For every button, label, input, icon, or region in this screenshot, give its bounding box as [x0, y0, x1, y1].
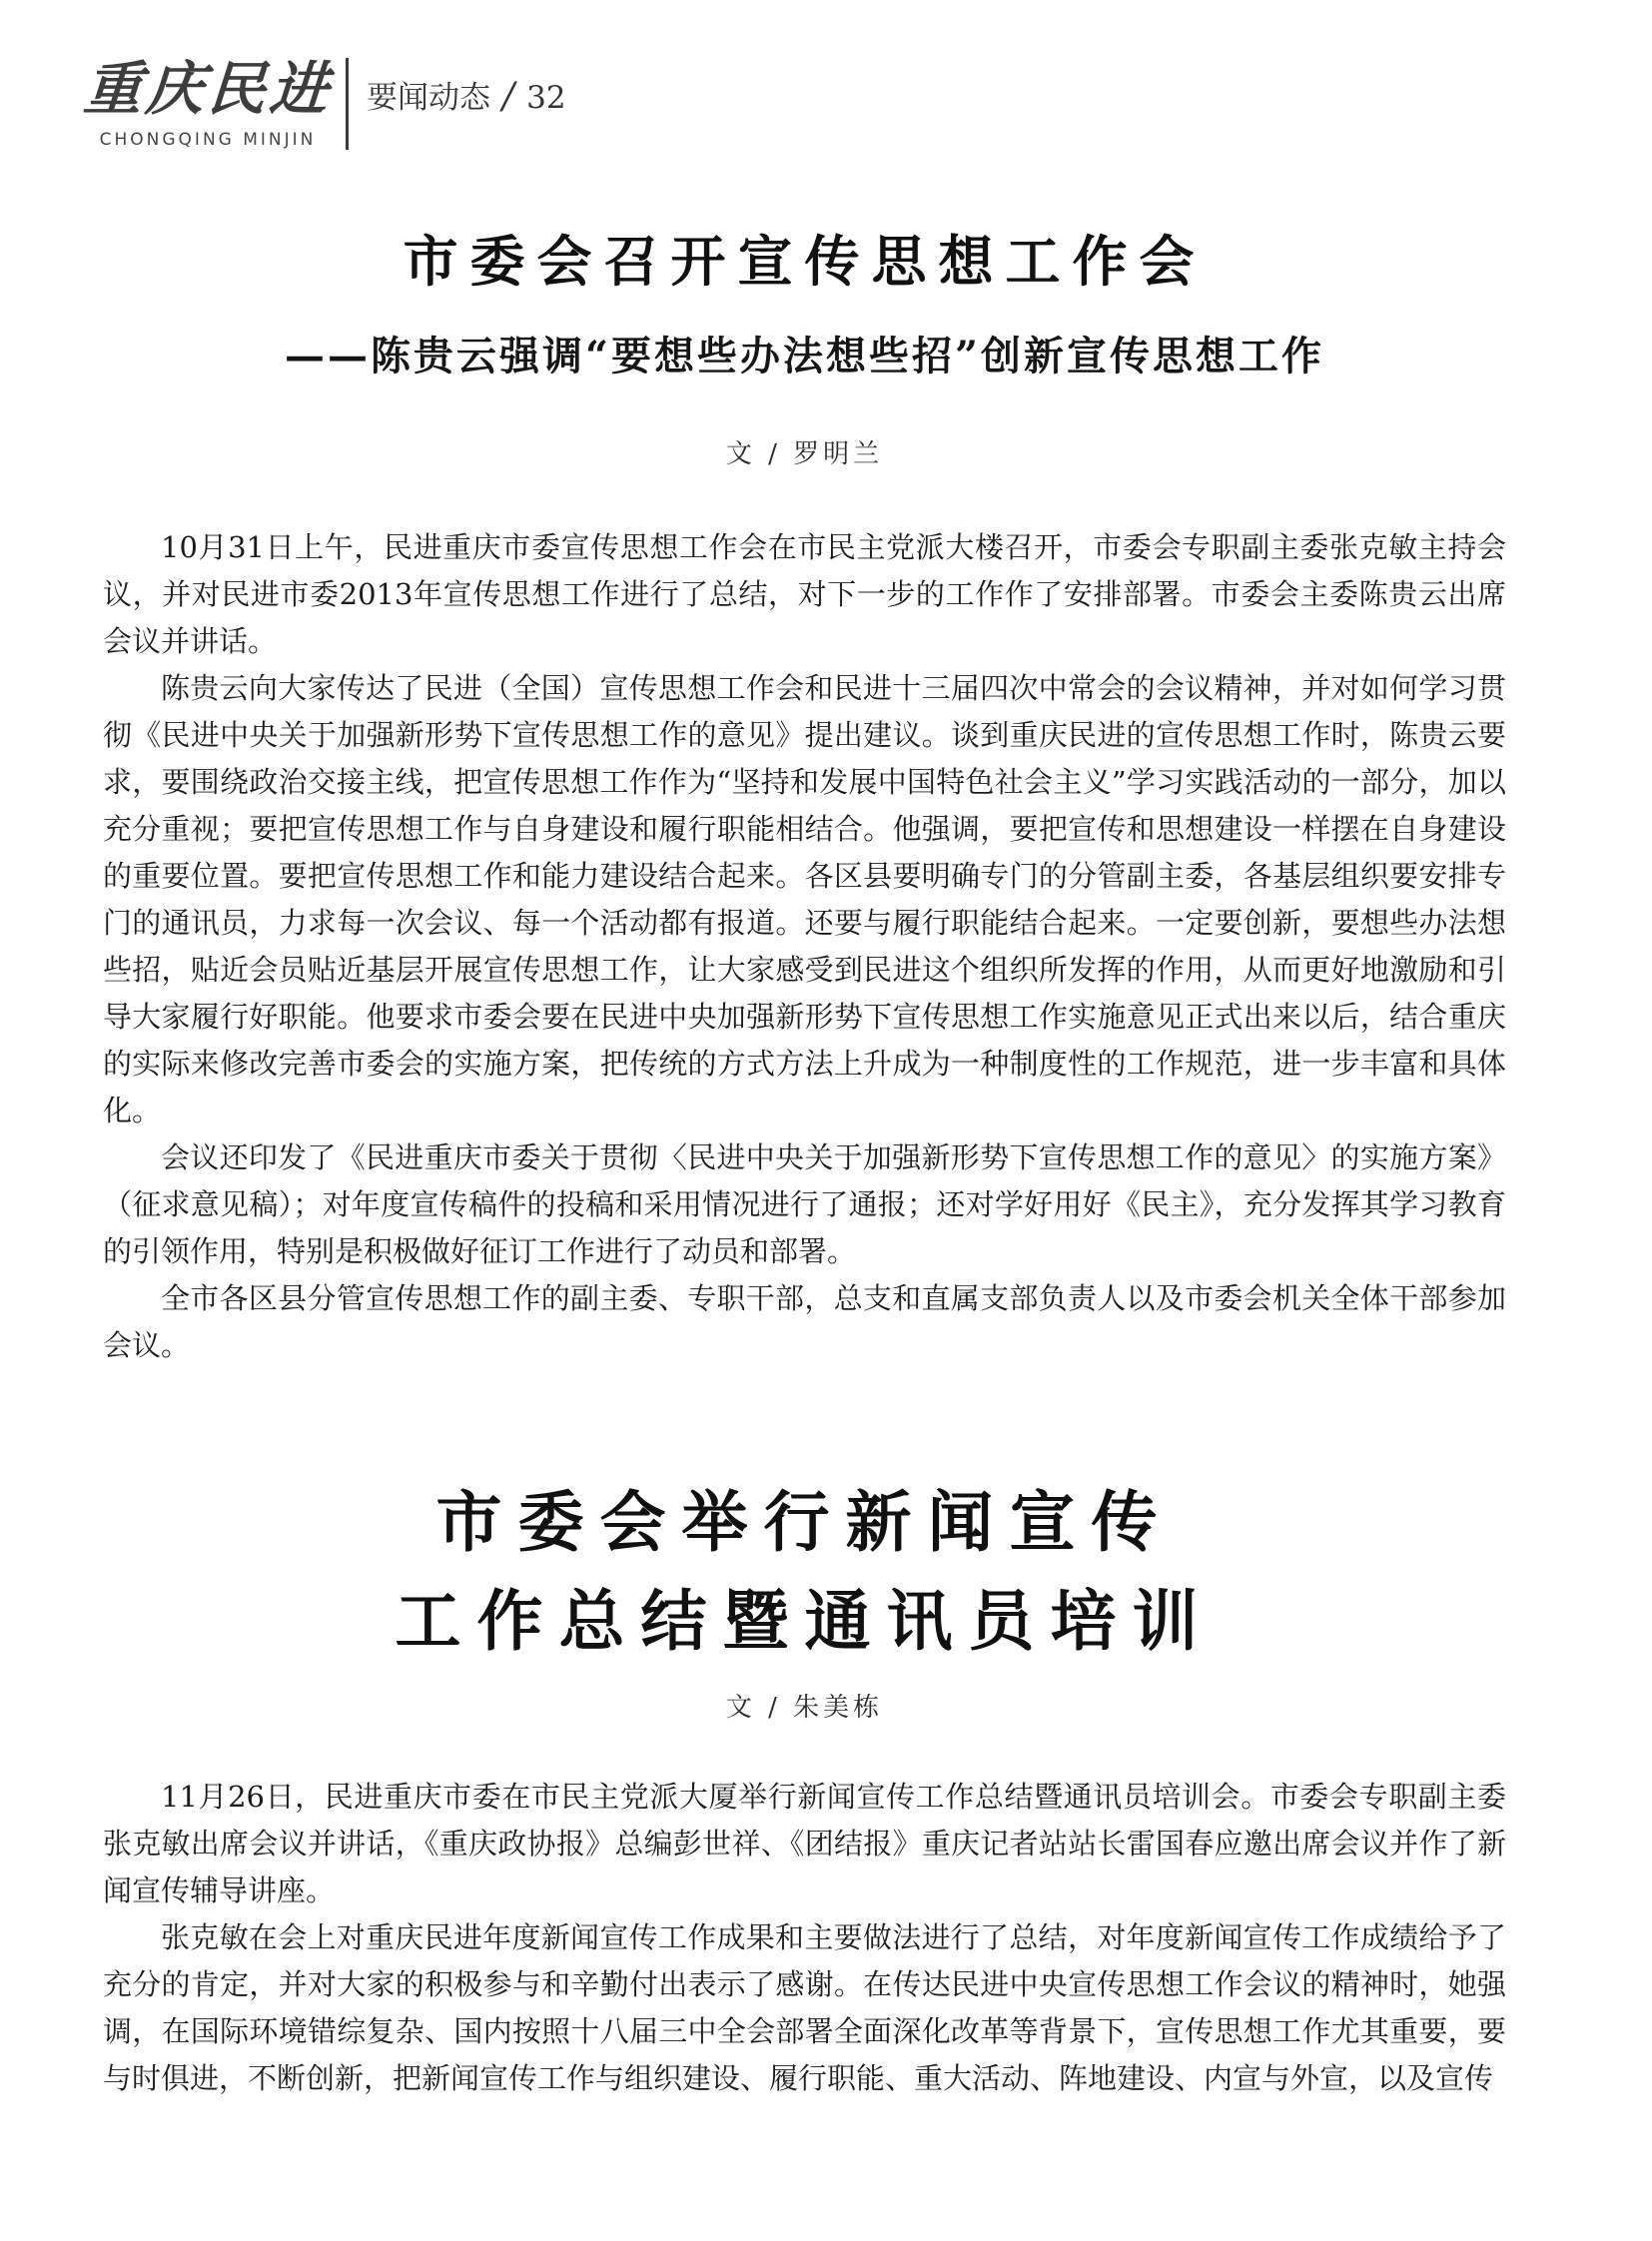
paragraph: 10月31日上午，民进重庆市委宣传思想工作会在市民主党派大楼召开，市委会专职副主委张克敏主持会议，并对民进市委2013年宣传思想工作进行了总结，对下一步的工作作了安排部署。市委会主委陈贵云出席会议并讲话。	[103, 530, 1506, 658]
article-2-byline: 文 / 朱美栋	[725, 1693, 884, 1723]
paragraph: 会议还印发了《民进重庆市委关于贯彻〈民进中央关于加强新形势下宣传思想工作的意见〉的实施方案》（征求意见稿）；对年度宣传稿件的投稿和采用情况进行了通报；还对学好用好《民主》，充分发挥其学习教育的引领作用，特别是积极做好征订工作进行了动员和部署。	[103, 1140, 1506, 1268]
article-1-body	[103, 524, 1506, 1369]
logo-calligraphy: 重庆民进	[81, 55, 335, 123]
article-1-title: 市委会召开宣传思想工作会	[403, 229, 1207, 294]
article-1	[103, 226, 1506, 1369]
article-1-byline: 文 / 罗明兰	[725, 439, 884, 469]
article-2-title	[103, 1473, 1506, 1671]
article-2-body	[103, 1774, 1506, 2102]
paragraph: 陈贵云向大家传达了民进（全国）宣传思想工作会和民进十三届四次中常会的会议精神，并对如何学习贯彻《民进中央关于加强新形势下宣传思想工作的意见》提出建议。谈到重庆民进的宣传思想工作时，陈贵云要求，要围绕政治交接主线，把宣传思想工作作为“坚持和发展中国特色社会主义”学习实践活动的一部分，加以充分重视；要把宣传思想工作与自身建设和履行职能相结合。他强调，要把宣传和思想建设一样摆在自身建设的重要位置。要把宣传思想工作和能力建设结合起来。各区县要明确专门的分管副主委，各基层组织要安排专门的通讯员，力求每一次会议、每一个活动都有报道。还要与履行职能结合起来。一定要创新，要想些办法想些招，贴近会员贴近基层开展宣传思想工作，让大家感受到民进这个组织所发挥的作用，从而更好地激励和引导大家履行好职能。他要求市委会要在民进中央加强新形势下宣传思想工作实施意见正式出来以后，结合重庆的实际来修改完善市委会的实施方案，把传统的方式方法上升成为一种制度性的工作规范，进一步丰富和具体化。	[103, 671, 1506, 1127]
article-2	[103, 1473, 1506, 2102]
section-separator: /	[502, 76, 515, 117]
paragraph: 11月26日，民进重庆市委在市民主党派大厦举行新闻宣传工作总结暨通讯员培训会。市委会专职副主委张克敏出席会议并讲话，《重庆政协报》总编彭世祥、《团结报》重庆记者站站长雷国春应邀出席会议并作了新闻宣传辅导讲座。	[103, 1780, 1506, 1907]
content-column	[103, 0, 1506, 2102]
page-number: 32	[526, 80, 566, 116]
article-2-title-line2: 工作总结暨通讯员培训	[395, 1582, 1215, 1660]
article-2-title-line1: 市委会举行新闻宣传	[435, 1483, 1174, 1561]
paragraph: 张克敏在会上对重庆民进年度新闻宣传工作成果和主要做法进行了总结，对年度新闻宣传工作成绩给予了充分的肯定，并对大家的积极参与和辛勤付出表示了感谢。在传达民进中央宣传思想工作会议的精神时，她强调，在国际环境错综复杂、国内按照十八届三中全会部署全面深化改革等背景下，宣传思想工作尤其重要，要与时俱进，不断创新，把新闻宣传工作与组织建设、履行职能、重大活动、阵地建设、内宣与外宣，以及宣传	[103, 1920, 1506, 2095]
logo-subtitle: CHONGQING MINJIN	[99, 130, 317, 150]
article-1-subtitle: ——陈贵云强调“要想些办法想些招”创新宣传思想工作	[284, 333, 1324, 379]
paragraph: 全市各区县分管宣传思想工作的副主委、专职干部，总支和直属支部负责人以及市委会机关全体干部参加会议。	[103, 1281, 1506, 1362]
section-name: 要闻动态	[367, 80, 491, 116]
